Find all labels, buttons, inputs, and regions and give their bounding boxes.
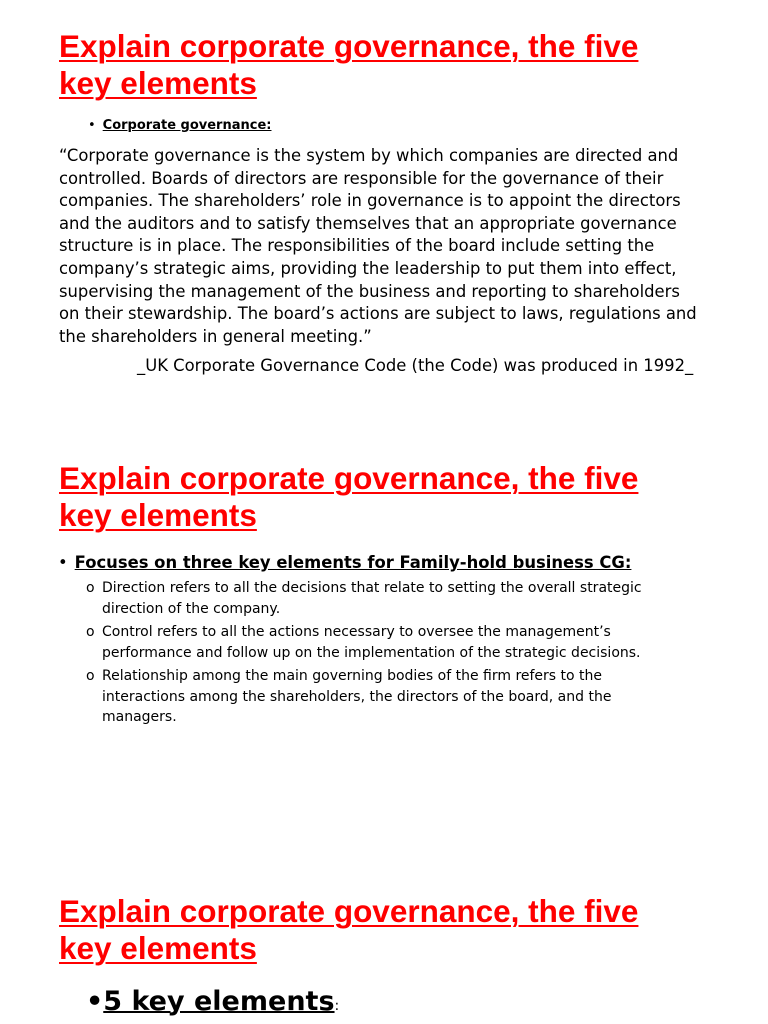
list-item-direction <box>86 578 726 619</box>
list-item-line: interactions among the shareholders, the directors of the board, and the <box>102 688 612 705</box>
list-item-line: Control refers to all the actions necessary to oversee the management’s <box>102 624 611 640</box>
list-item-line: Relationship among the main governing bodies of the firm refers to the <box>102 668 603 684</box>
five-key-elements-bullet <box>86 986 339 1022</box>
quote-line: on their stewardship. The board’s actions are subject to laws, regulations and <box>59 304 697 324</box>
quote-line: controlled. Boards of directors are responsible for the governance of their <box>59 168 664 188</box>
three-key-elements-heading: Focuses on three key elements for Family-hold business CG: <box>74 553 632 572</box>
bullet-dot-icon: • <box>88 118 96 133</box>
list-item-line: managers. <box>102 709 177 725</box>
sub-bullet-circle-icon: o <box>86 668 95 684</box>
quote-line: companies. The shareholders’ role in governance is to appoint the directors <box>59 191 681 211</box>
governance-definition-quote <box>59 145 719 348</box>
slide-1-title-line-2: key elements <box>59 65 257 101</box>
five-key-elements-heading: 5 key elements <box>103 986 335 1017</box>
quote-line: and the auditors and to satisfy themselves that an appropriate governance <box>59 213 677 233</box>
quote-line: company’s strategic aims, providing the leadership to put them into effect, <box>59 258 677 278</box>
slide-1-title-line-1: Explain corporate governance, the five <box>59 28 639 64</box>
quote-line: structure is in place. The responsibilities of the board include setting the <box>59 236 655 256</box>
list-item-relationship <box>86 666 726 728</box>
list-item-line: direction of the company. <box>102 600 281 617</box>
quote-line: the shareholders in general meeting.” <box>59 326 372 346</box>
slide-3-title <box>59 893 638 967</box>
slide-1-title <box>59 28 638 102</box>
slide-2-title-line-1: Explain corporate governance, the five <box>59 460 639 496</box>
bullet-dot-icon: • <box>86 986 104 1017</box>
slide-3-title-line-1: Explain corporate governance, the five <box>59 893 639 929</box>
list-item-line: performance and follow up on the implementation of the strategic decisions. <box>102 644 641 661</box>
corporate-governance-bullet <box>88 118 271 134</box>
slide-3-title-line-2: key elements <box>59 930 257 966</box>
corporate-governance-heading: Corporate governance: <box>102 118 272 133</box>
list-item-line: Direction refers to all the decisions that relate to setting the overall strategic <box>102 580 642 596</box>
heading-colon: : <box>334 998 340 1014</box>
quote-attribution: _UK Corporate Governance Code (the Code) was produced in 1992_ <box>137 356 694 375</box>
list-item-control <box>86 622 726 663</box>
slide-2-title-line-2: key elements <box>59 497 257 533</box>
quote-line: “Corporate governance is the system by which companies are directed and <box>59 146 679 165</box>
bullet-dot-icon: • <box>58 553 68 572</box>
sub-bullet-circle-icon: o <box>86 580 95 596</box>
three-key-elements-bullet <box>58 552 631 574</box>
slide-2-title <box>59 460 638 534</box>
sub-bullet-circle-icon: o <box>86 624 95 640</box>
key-elements-list <box>86 578 726 731</box>
quote-line: supervising the management of the business and reporting to shareholders <box>59 281 680 301</box>
